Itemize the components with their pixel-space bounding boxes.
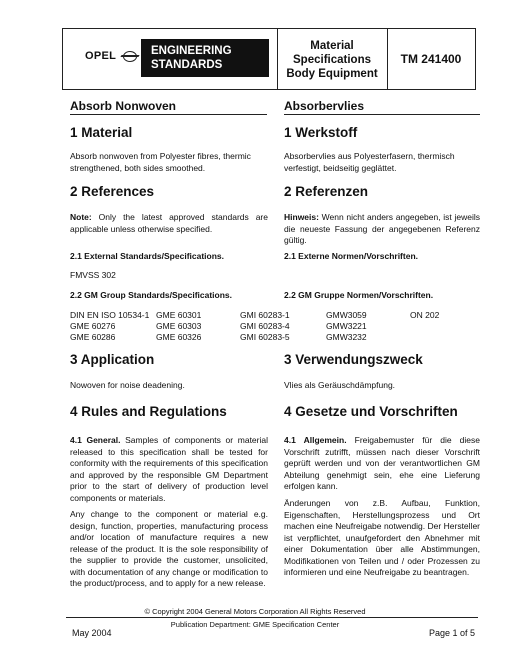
reference-cell: GME 60276 [70,321,116,331]
section-4-1-text-de: Freigabemuster für die diese Vorschrift zutrifft, müssen nach dieser Vorschrift geprüft werden und von der verantwortlichen GM Abteilung genehmigt sein, ehe eine Lieferung erfolgen kann. [284,435,480,491]
note-label: Note: [70,212,92,222]
reference-cell: GMI 60283-5 [240,332,290,342]
table-row [70,332,450,343]
brand-logo-text: OPEL [85,50,117,62]
table-row [70,310,450,321]
spec-line-3: Body Equipment [286,68,378,80]
section-1-text: Absorb nonwoven from Polyester fibres, thermic strengthened, both sides smoothed. [70,151,251,173]
section-2-title-de: 2 Referenzen [284,184,369,199]
note-text: Only the latest approved standards are applicable unless otherwise specified. [70,212,268,234]
reference-cell: GMI 60283-4 [240,321,290,331]
references-table [70,310,450,343]
section-4-1-label: 4.1 General. [70,435,121,445]
section-4-title: 4 Rules and Regulations [70,404,227,419]
reference-cell: GMW3221 [326,321,367,331]
change-paragraph-de: Änderungen von z.B. Aufbau, Funktion, Eigenschaften, Herstellungsprozess und Ort machen eine Neufreigabe notwendig. Der Hersteller ist verpflichtet, unaufgefordert den Abnehmer mit einer Dokumentation über alle Abstimmungen, Modifikationen von Teilen und / oder Prozessen zu informieren und eine Neufreigabe zu beantragen. [284,498,480,577]
divider [70,114,267,115]
section-3-title: 3 Application [70,352,155,367]
spec-line-1: Material [310,40,354,52]
copyright-line: © Copyright 2004 General Motors Corporation All Rights Reserved [144,607,366,616]
reference-cell: GME 60303 [156,321,202,331]
reference-cell [410,321,450,332]
section-4-title-de: 4 Gesetze und Vorschriften [284,404,458,419]
section-3-title-de: 3 Verwendungszweck [284,352,423,367]
section-1-title: 1 Material [70,125,133,140]
document-number: TM 241400 [387,29,476,89]
reference-cell: GME 60286 [70,332,116,342]
footer-date: May 2004 [72,628,112,638]
section-2-1-title: 2.1 External Standards/Specifications. [70,251,225,261]
section-2-title: 2 References [70,184,155,199]
spec-line-2: Specifications [293,54,371,66]
section-4-1-paragraph [70,435,268,504]
opel-blitz-icon [123,51,137,62]
reference-cell: GMW3232 [326,332,367,342]
section-2-1-item: FMVSS 302 [70,270,116,280]
section-4-1-text: Samples of components or material released to this specification shall be tested for conformity with the requirements of this specification and approved by the responsible GM Department prior to the start of delivery of production level components or materials. [70,435,268,503]
table-row [70,321,450,332]
note-paragraph-de [284,212,480,247]
logo-cell [63,29,278,89]
section-1-title-de: 1 Werkstoff [284,125,358,140]
title-german: Absorbervlies [284,99,365,113]
footer-divider [66,617,478,618]
reference-cell: GME 60326 [156,332,202,342]
reference-cell: ON 202 [410,310,440,320]
reference-cell: GME 60301 [156,310,202,320]
section-2-1-title-de: 2.1 Externe Normen/Vorschriften. [284,251,418,261]
title-english: Absorb Nonwoven [70,99,177,113]
reference-cell: DIN EN ISO 10534-1 [70,310,150,320]
note-label-de: Hinweis: [284,212,319,222]
section-4-1-label-de: 4.1 Allgemein. [284,435,347,445]
page-number: Page 1 of 5 [429,628,476,638]
badge-line-1: ENGINEERING [151,45,232,57]
section-3-text: Nowoven for noise deadening. [70,380,185,390]
change-paragraph: Any change to the component or material e.g. design, function, properties, manufacturing process and/or location of manufacture requires a new release of the product. It is the sole responsibility of the supplier to provide the customer, unsolicited, with documentation of any change or modification to the product/process, and to apply for a new release. [70,509,268,588]
divider [284,114,480,115]
publication-department: Publication Department: GME Specification Center [170,620,340,629]
note-text-de: Wenn nicht anders angegeben, ist jeweils die neueste Fassung der angegebenen Referenz gültig. [284,212,480,245]
section-3-text-de: Vlies als Geräuschdämpfung. [284,380,396,390]
note-paragraph [70,212,268,235]
reference-cell: GMI 60283-1 [240,310,290,320]
section-4-1-paragraph-de [284,435,480,493]
badge-line-2: STANDARDS [151,59,223,71]
engineering-standards-badge [141,39,269,77]
document-header [62,28,476,90]
reference-cell [410,332,450,343]
reference-cell: GMW3059 [326,310,367,320]
section-2-2-title: 2.2 GM Group Standards/Specifications. [70,290,233,300]
section-2-2-title-de: 2.2 GM Gruppe Normen/Vorschriften. [284,290,434,300]
spec-category-cell [277,29,388,89]
section-1-text-de: Absorbervlies aus Polyesterfasern, thermisch verfestigt, beidseitig geglättet. [284,151,455,173]
